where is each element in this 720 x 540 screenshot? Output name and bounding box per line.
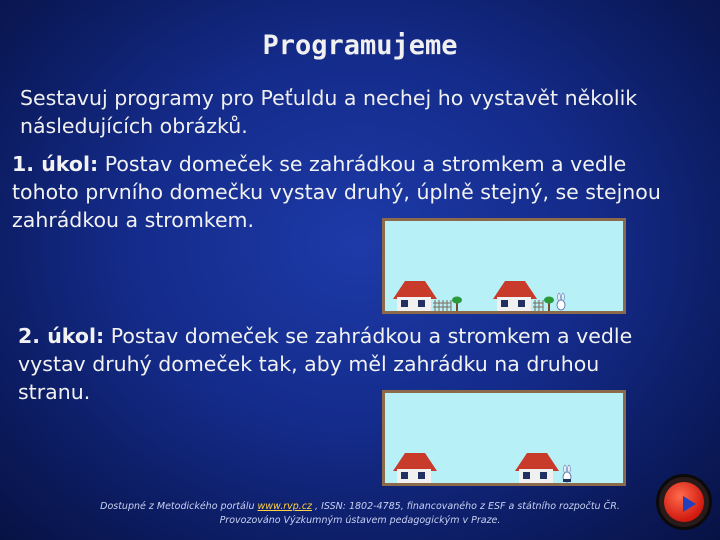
footer-credits	[60, 500, 660, 528]
slide-title: Programujeme	[262, 30, 458, 61]
footer-link[interactable]: www.rvp.cz	[257, 501, 313, 512]
task-1-label: 1. úkol:	[12, 152, 99, 176]
house-1	[393, 453, 437, 483]
next-slide-button[interactable]	[656, 474, 712, 530]
tree-2	[544, 297, 554, 312]
rabbit-character-icon	[563, 465, 571, 482]
house-2	[515, 453, 559, 483]
intro-text: Sestavuj programy pro Peťuldu a nechej ho vystavět několik následujících obrázků.	[20, 86, 638, 138]
task-2-label: 2. úkol:	[18, 324, 105, 348]
task-2-text: Postav domeček se zahrádkou a stromkem a vedle vystav druhý domeček tak, aby měl zahrádku na druhou stranu.	[18, 324, 633, 404]
play-triangle-icon	[683, 496, 696, 512]
footer-line-2: Provozováno Výzkumným ústavem pedagogickým v Praze.	[219, 515, 501, 526]
scene-2-drawing	[385, 393, 623, 483]
scene-2-picture	[382, 390, 626, 486]
fence-2	[533, 300, 543, 311]
house-2	[493, 281, 537, 311]
scene-1-drawing	[385, 221, 623, 311]
task-1-text: Postav domeček se zahrádkou a stromkem a vedle tohoto prvního domečku vystav druhý, úplně stejný, se stejnou zahrádkou a stromkem.	[12, 152, 661, 232]
play-button-icon	[664, 482, 704, 522]
footer-suffix: , ISSN: 1802-4785, financovaného z ESF a státního rozpočtu ČR.	[312, 501, 620, 512]
scene-1-picture	[382, 218, 626, 314]
footer-prefix: Dostupné z Metodického portálu	[100, 501, 258, 512]
tree-1	[452, 297, 462, 312]
house-1	[393, 281, 437, 311]
rabbit-character-icon	[557, 293, 565, 310]
fence-1	[433, 300, 451, 311]
